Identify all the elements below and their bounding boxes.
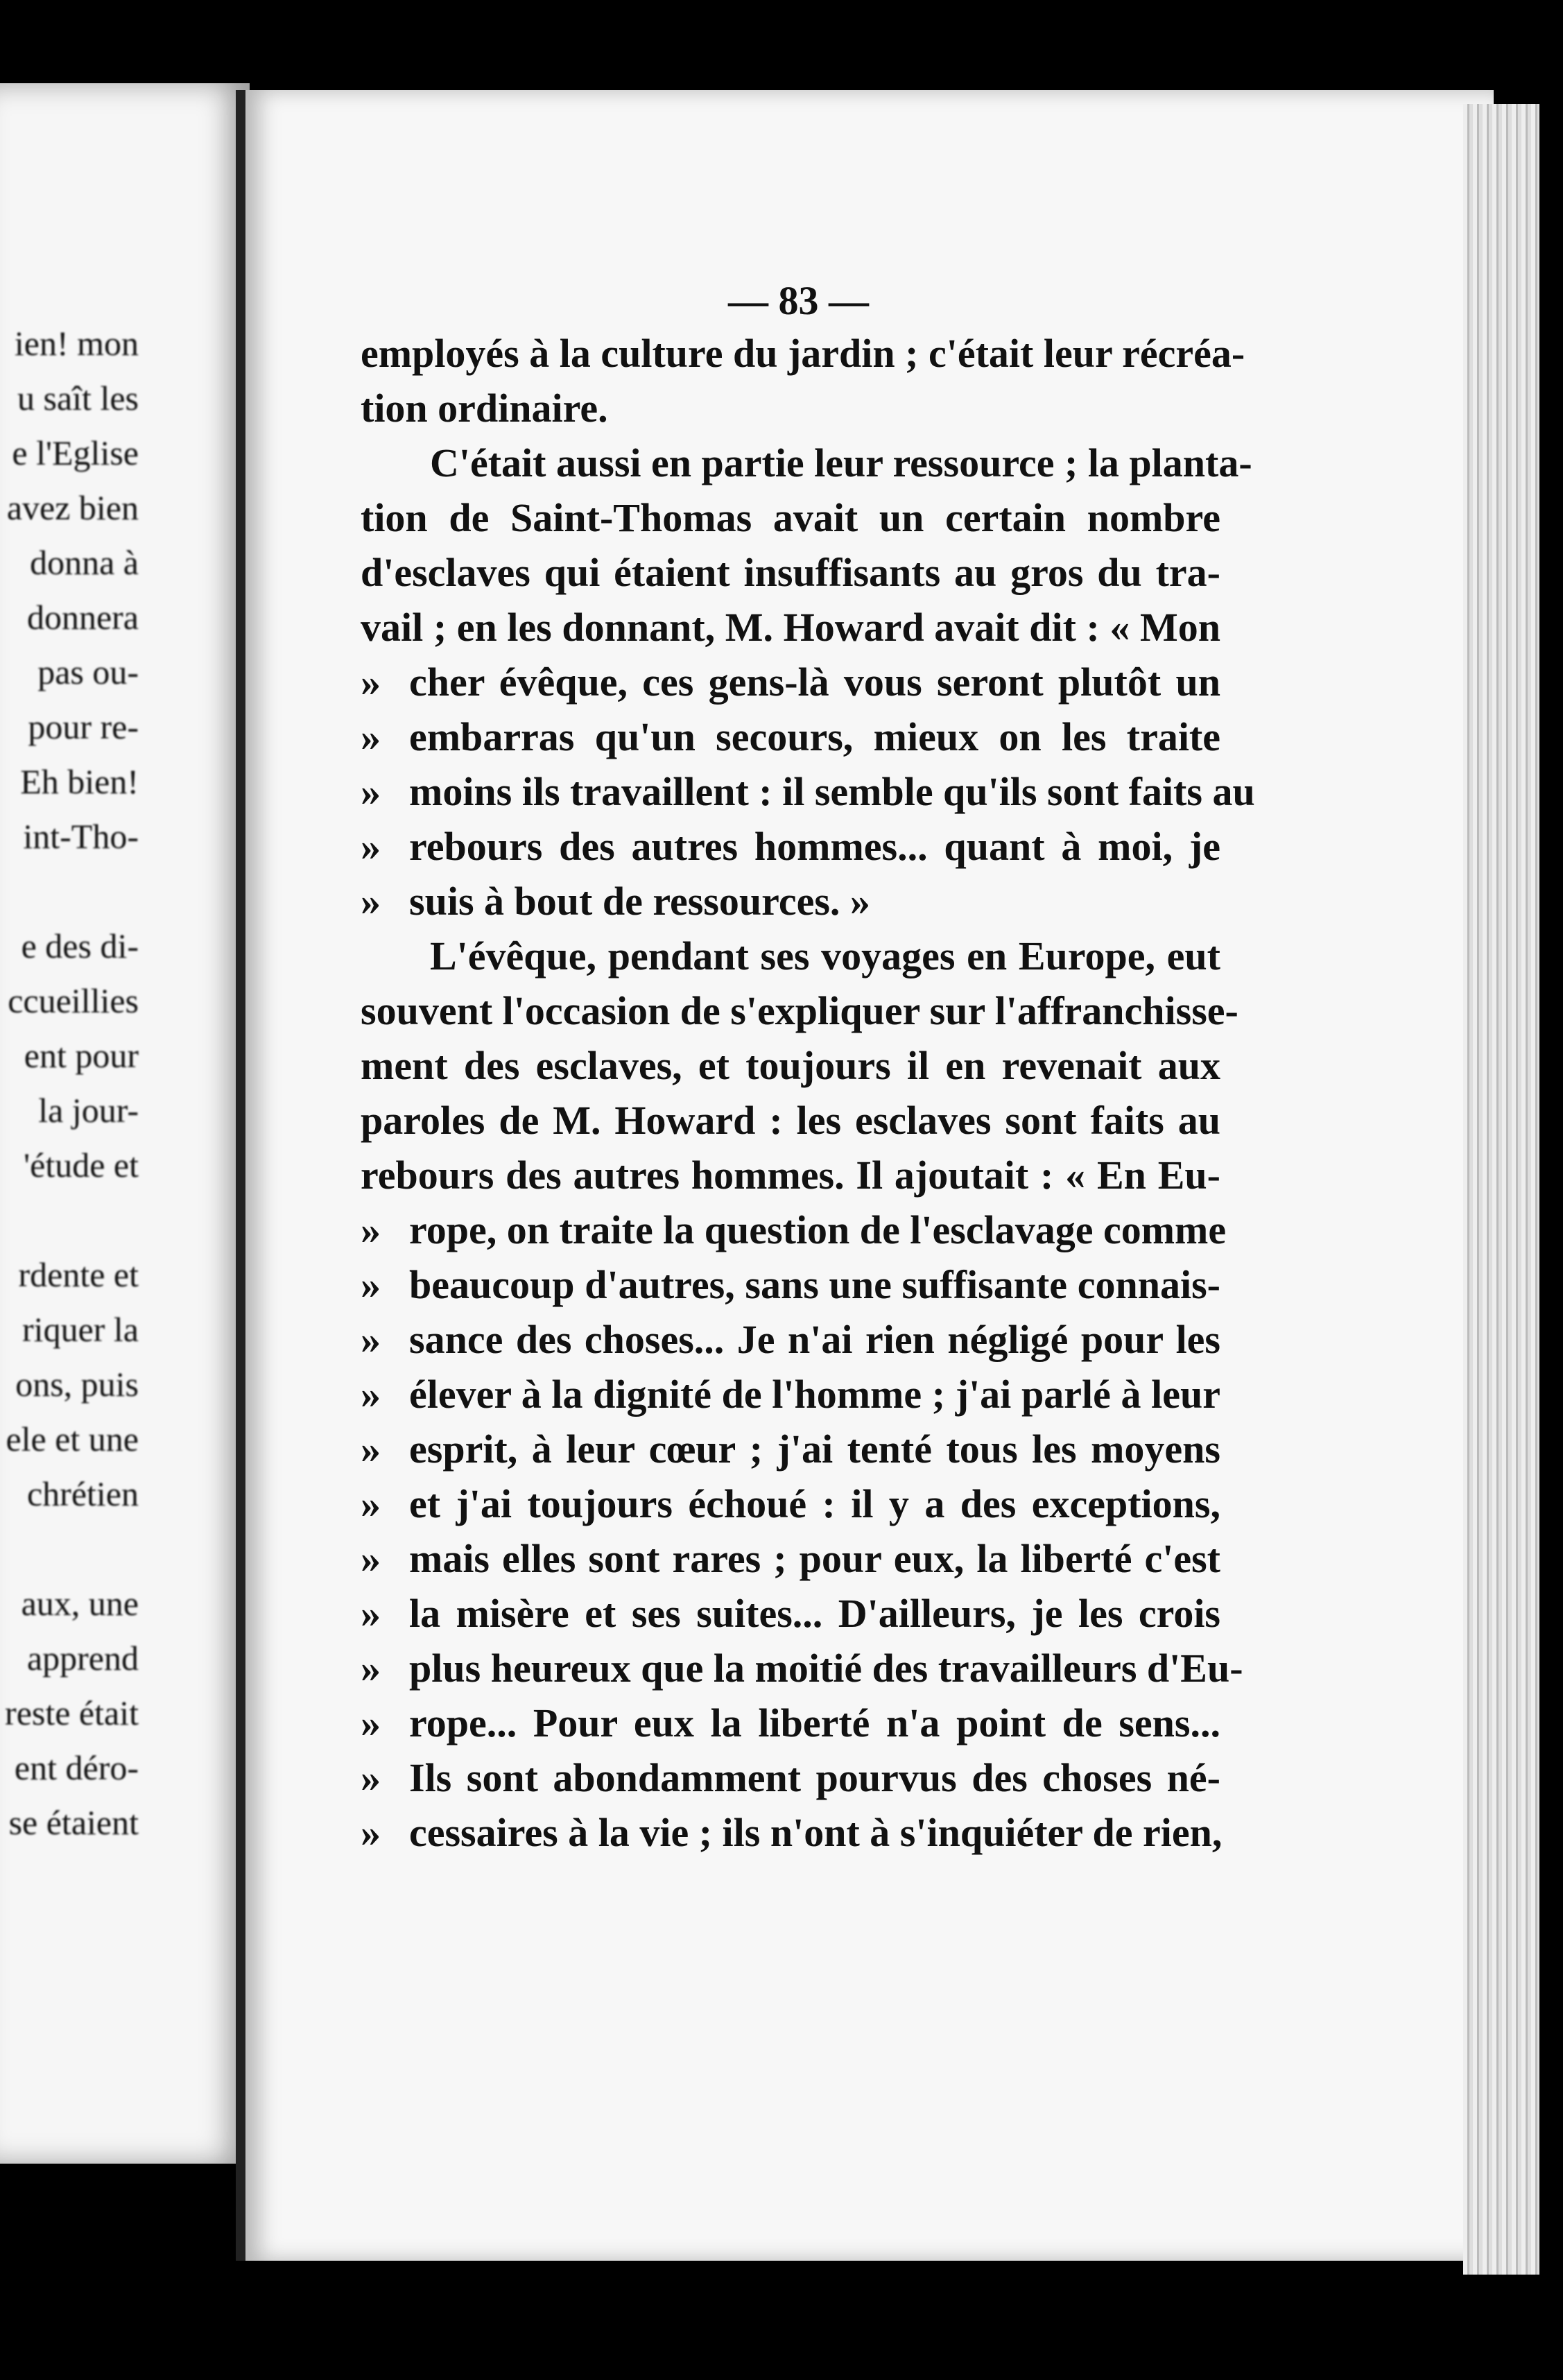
left-page-line: pour re- [28,707,139,746]
left-page-line: donna à [30,543,139,582]
left-page-line: aux, une [21,1584,139,1623]
line-text: élever à la dignité de l'homme ; j'ai parlé à leur [409,1372,1220,1417]
left-page-line: u saît les [17,379,139,417]
text-line [361,1531,1220,1586]
page-number: — 83 — [728,278,869,323]
line-text: embarras qu'un secours, mieux on les traite [409,714,1220,759]
line-text: beaucoup d'autres, sans une suffisante connais- [409,1262,1220,1307]
text-line [361,1312,1220,1367]
text-line: L'évêque, pendant ses voyages en Europe, eut [430,933,1220,978]
quote-mark: » [361,1755,381,1800]
left-page-line: riquer la [22,1310,139,1349]
line-text: esprit, à leur cœur ; j'ai tenté tous les moyens [409,1426,1220,1472]
text-line: vail ; en les donnant, M. Howard avait dit : « Mon [361,605,1220,650]
left-page [0,83,250,2164]
left-page-line: e des di- [21,926,139,965]
left-page-line: chrétien [26,1474,139,1513]
quote-mark: » [361,1481,381,1526]
text-line [361,1586,1220,1641]
left-page-line: apprend [26,1639,139,1678]
page-edge [1463,104,1539,2275]
quote-mark: » [361,1372,381,1417]
body-text [361,326,1255,1860]
line-text: mais elles sont rares ; pour eux, la liberté c'est [409,1536,1220,1581]
line-text: suis à bout de ressources. » [409,879,870,924]
left-page-line: int-Tho- [23,817,139,856]
text-line: souvent l'occasion de s'expliquer sur l'affranchisse- [361,988,1238,1033]
quote-mark: » [361,879,381,924]
left-page-line: pas ou- [37,653,139,691]
quote-mark: » [361,769,381,814]
left-page-line: Eh bien! [20,762,139,801]
quote-mark: » [361,1317,381,1362]
line-text: la misère et ses suites... D'ailleurs, je les crois [409,1591,1220,1636]
quote-mark: » [361,1426,381,1472]
text-line: tion ordinaire. [361,386,608,431]
text-line [361,819,1220,874]
text-line: tion de Saint-Thomas avait un certain nombre [361,495,1220,540]
left-page-line: e l'Eglise [12,433,139,472]
text-line: paroles de M. Howard : les esclaves sont faits au [361,1098,1220,1143]
text-line [361,1367,1220,1422]
quote-mark: » [361,1207,381,1252]
line-text: cher évêque, ces gens-là vous seront plutôt un [409,659,1220,705]
left-page-line: se étaient [8,1803,139,1842]
left-page-line: 'étude et [24,1146,139,1184]
left-page-line: ele et une [6,1420,139,1458]
left-page-line: donnera [26,598,139,637]
left-page-line: la jour- [38,1091,139,1130]
left-page-line: avez bien [6,488,139,527]
left-page-line: ent pour [24,1036,139,1075]
line-text: plus heureux que la moitié des travailleurs d'Eu- [409,1646,1243,1691]
text-line [361,1750,1220,1805]
text-line [361,1257,1220,1312]
text-line [361,1476,1220,1531]
left-page-line: ien! mon [14,324,139,363]
text-line [361,1641,1243,1696]
line-text: sance des choses... Je n'ai rien négligé pour les [409,1317,1220,1362]
line-text: moins ils travaillent : il semble qu'ils sont faits au [409,769,1255,814]
text-line: ment des esclaves, et toujours il en revenait aux [361,1043,1220,1088]
quote-mark: » [361,1536,381,1581]
text-line: rebours des autres hommes. Il ajoutait : « En Eu- [361,1153,1220,1198]
text-line [361,1422,1220,1476]
left-page-line: ons, puis [15,1365,139,1404]
line-text: Ils sont abondamment pourvus des choses né- [409,1755,1220,1800]
line-text: rope... Pour eux la liberté n'a point de sens... [409,1700,1220,1745]
left-page-line: ent déro- [14,1748,139,1787]
quote-mark: » [361,714,381,759]
left-page-line: ccueillies [8,981,139,1020]
text-line: employés à la culture du jardin ; c'était leur récréa- [361,331,1245,376]
line-text: rope, on traite la question de l'esclavage comme [409,1207,1227,1252]
text-line [361,709,1220,764]
text-line [361,874,1220,929]
quote-mark: » [361,1646,381,1691]
left-page-line: rdente et [18,1255,139,1294]
left-page-line: reste était [5,1693,139,1732]
text-line [361,655,1220,709]
line-text: rebours des autres hommes... quant à moi, je [409,824,1220,869]
text-line: C'était aussi en partie leur ressource ; la planta- [430,440,1252,485]
quote-mark: » [361,1810,381,1855]
text-line [361,1696,1220,1750]
text-line [361,1805,1223,1860]
quote-mark: » [361,1262,381,1307]
quote-mark: » [361,1700,381,1745]
text-line [361,1202,1227,1257]
quote-mark: » [361,824,381,869]
quote-mark: » [361,1591,381,1636]
quote-mark: » [361,659,381,705]
line-text: et j'ai toujours échoué : il y a des exceptions, [409,1481,1220,1526]
line-text: cessaires à la vie ; ils n'ont à s'inquiéter de rien, [409,1810,1223,1855]
text-line: d'esclaves qui étaient insuffisants au gros du tra- [361,550,1220,595]
text-line [361,764,1255,819]
